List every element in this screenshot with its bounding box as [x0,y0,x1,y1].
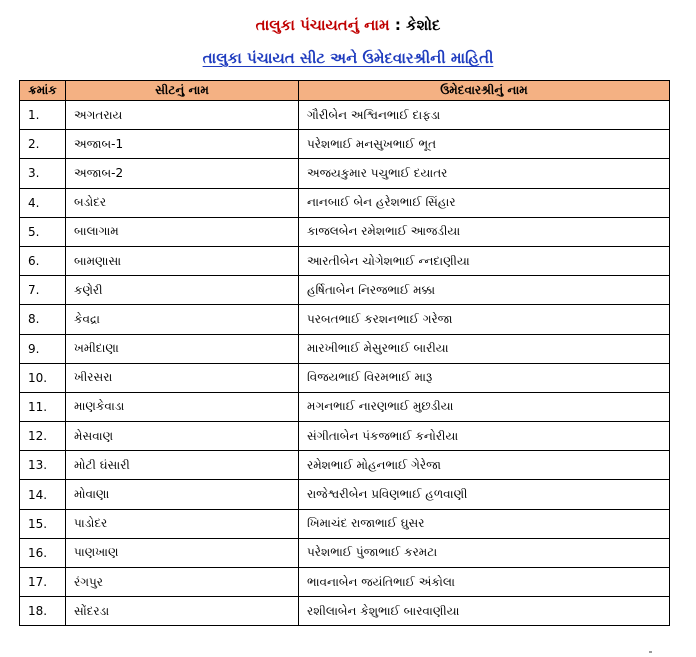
seat-name: અગતરાય [66,101,299,130]
seat-name: ખીરસરા [66,363,299,392]
page-subtitle: તાલુકા પંચાયત સીટ અને ઉમેદવારશ્રીની માહિતી [202,49,494,67]
table-row [20,568,670,597]
row-number: 18. [20,597,66,626]
row-number: 2. [20,130,66,159]
seat-name: મોવાણા [66,480,299,509]
candidate-name: રશીલાબેન કેશુભાઈ બારવાણીયા [299,597,670,626]
row-number: 6. [20,246,66,275]
table-body [20,101,670,626]
candidate-name: નાનબાઈ બેન હરેશભાઈ સિંહાર [299,188,670,217]
table-row [20,188,670,217]
candidate-name: પરબતભાઈ કરશનભાઈ ગરેજા [299,305,670,334]
title-label: તાલુકા પંચાયતનું નામ [255,16,390,34]
seat-name: મેસવાણ [66,422,299,451]
candidate-name: રમેશભાઈ મોહનભાઈ ગેરેજા [299,451,670,480]
table-row [20,276,670,305]
row-number: 13. [20,451,66,480]
title-colon: : [394,16,401,34]
candidate-name: અજયકુમાર પચુભાઈ દયાતર [299,159,670,188]
seat-name: પાણખાણ [66,538,299,567]
row-number: 3. [20,159,66,188]
table-row [20,159,670,188]
table-row [20,538,670,567]
page-mark [649,651,652,653]
seat-name: મોટી ઘંસારી [66,451,299,480]
seat-name: બડોદર [66,188,299,217]
seat-name: કણેરી [66,276,299,305]
column-header-number: ક્રમાંક [20,81,66,101]
column-header-seat: સીટનું નામ [66,81,299,101]
candidate-name: વિજયભાઈ વિરમભાઈ મારૂ [299,363,670,392]
seat-name: સોંદરડા [66,597,299,626]
page-title [0,16,696,34]
row-number: 4. [20,188,66,217]
row-number: 5. [20,217,66,246]
row-number: 11. [20,392,66,421]
table-row [20,217,670,246]
row-number: 9. [20,334,66,363]
candidate-name: કાજલબેન રમેશભાઈ આજડીયા [299,217,670,246]
candidate-name: રાજેશ્વરીબેન પ્રવિણભાઈ હળવાણી [299,480,670,509]
row-number: 14. [20,480,66,509]
table-row [20,305,670,334]
title-value: કેશોદ [406,16,441,34]
candidate-name: હર્ષિતાબેન નિરજભાઈ મક્કા [299,276,670,305]
table-row [20,392,670,421]
row-number: 17. [20,568,66,597]
candidate-name: ખિમાચંદ રાજાભાઈ ઘુસર [299,509,670,538]
table-row [20,451,670,480]
candidate-name: સંગીતાબેન પંકજભાઈ કનોરીયા [299,422,670,451]
seat-name: પાડોદર [66,509,299,538]
candidate-name: આરતીબેન ચોગેશભાઈ ન્નદાણીયા [299,246,670,275]
seat-name: ખમીદાણા [66,334,299,363]
row-number: 1. [20,101,66,130]
header-row [20,81,670,101]
candidate-name: ગૌરીબેન અશ્વિનભાઈ દાફડા [299,101,670,130]
table-row [20,246,670,275]
row-number: 8. [20,305,66,334]
seat-name: અજાબ-1 [66,130,299,159]
table-row [20,130,670,159]
candidate-name: પરેશભાઈ પુંજાભાઈ કરમટા [299,538,670,567]
candidate-name: મારખીભાઈ મેસુરભાઈ બારીયા [299,334,670,363]
table-row [20,334,670,363]
table-header [20,81,670,101]
table-row [20,363,670,392]
candidate-name: પરેશભાઈ મનસુખભાઈ ભૂત [299,130,670,159]
candidate-table [19,80,670,626]
seat-name: માણકેવાડા [66,392,299,421]
row-number: 7. [20,276,66,305]
table-row [20,422,670,451]
column-header-candidate: ઉમેદવારશ્રીનું નામ [299,81,670,101]
row-number: 15. [20,509,66,538]
candidate-name: ભાવનાબેન જયંતિભાઈ અંકોલા [299,568,670,597]
table-row [20,101,670,130]
row-number: 12. [20,422,66,451]
table-row [20,480,670,509]
candidate-name: મગનભાઈ નારણભાઈ મુછડીયા [299,392,670,421]
table-row [20,597,670,626]
row-number: 16. [20,538,66,567]
row-number: 10. [20,363,66,392]
table-row [20,509,670,538]
seat-name: અજાબ-2 [66,159,299,188]
seat-name: બાલાગામ [66,217,299,246]
seat-name: કેવદ્રા [66,305,299,334]
seat-name: બામણાસા [66,246,299,275]
seat-name: રંગપુર [66,568,299,597]
